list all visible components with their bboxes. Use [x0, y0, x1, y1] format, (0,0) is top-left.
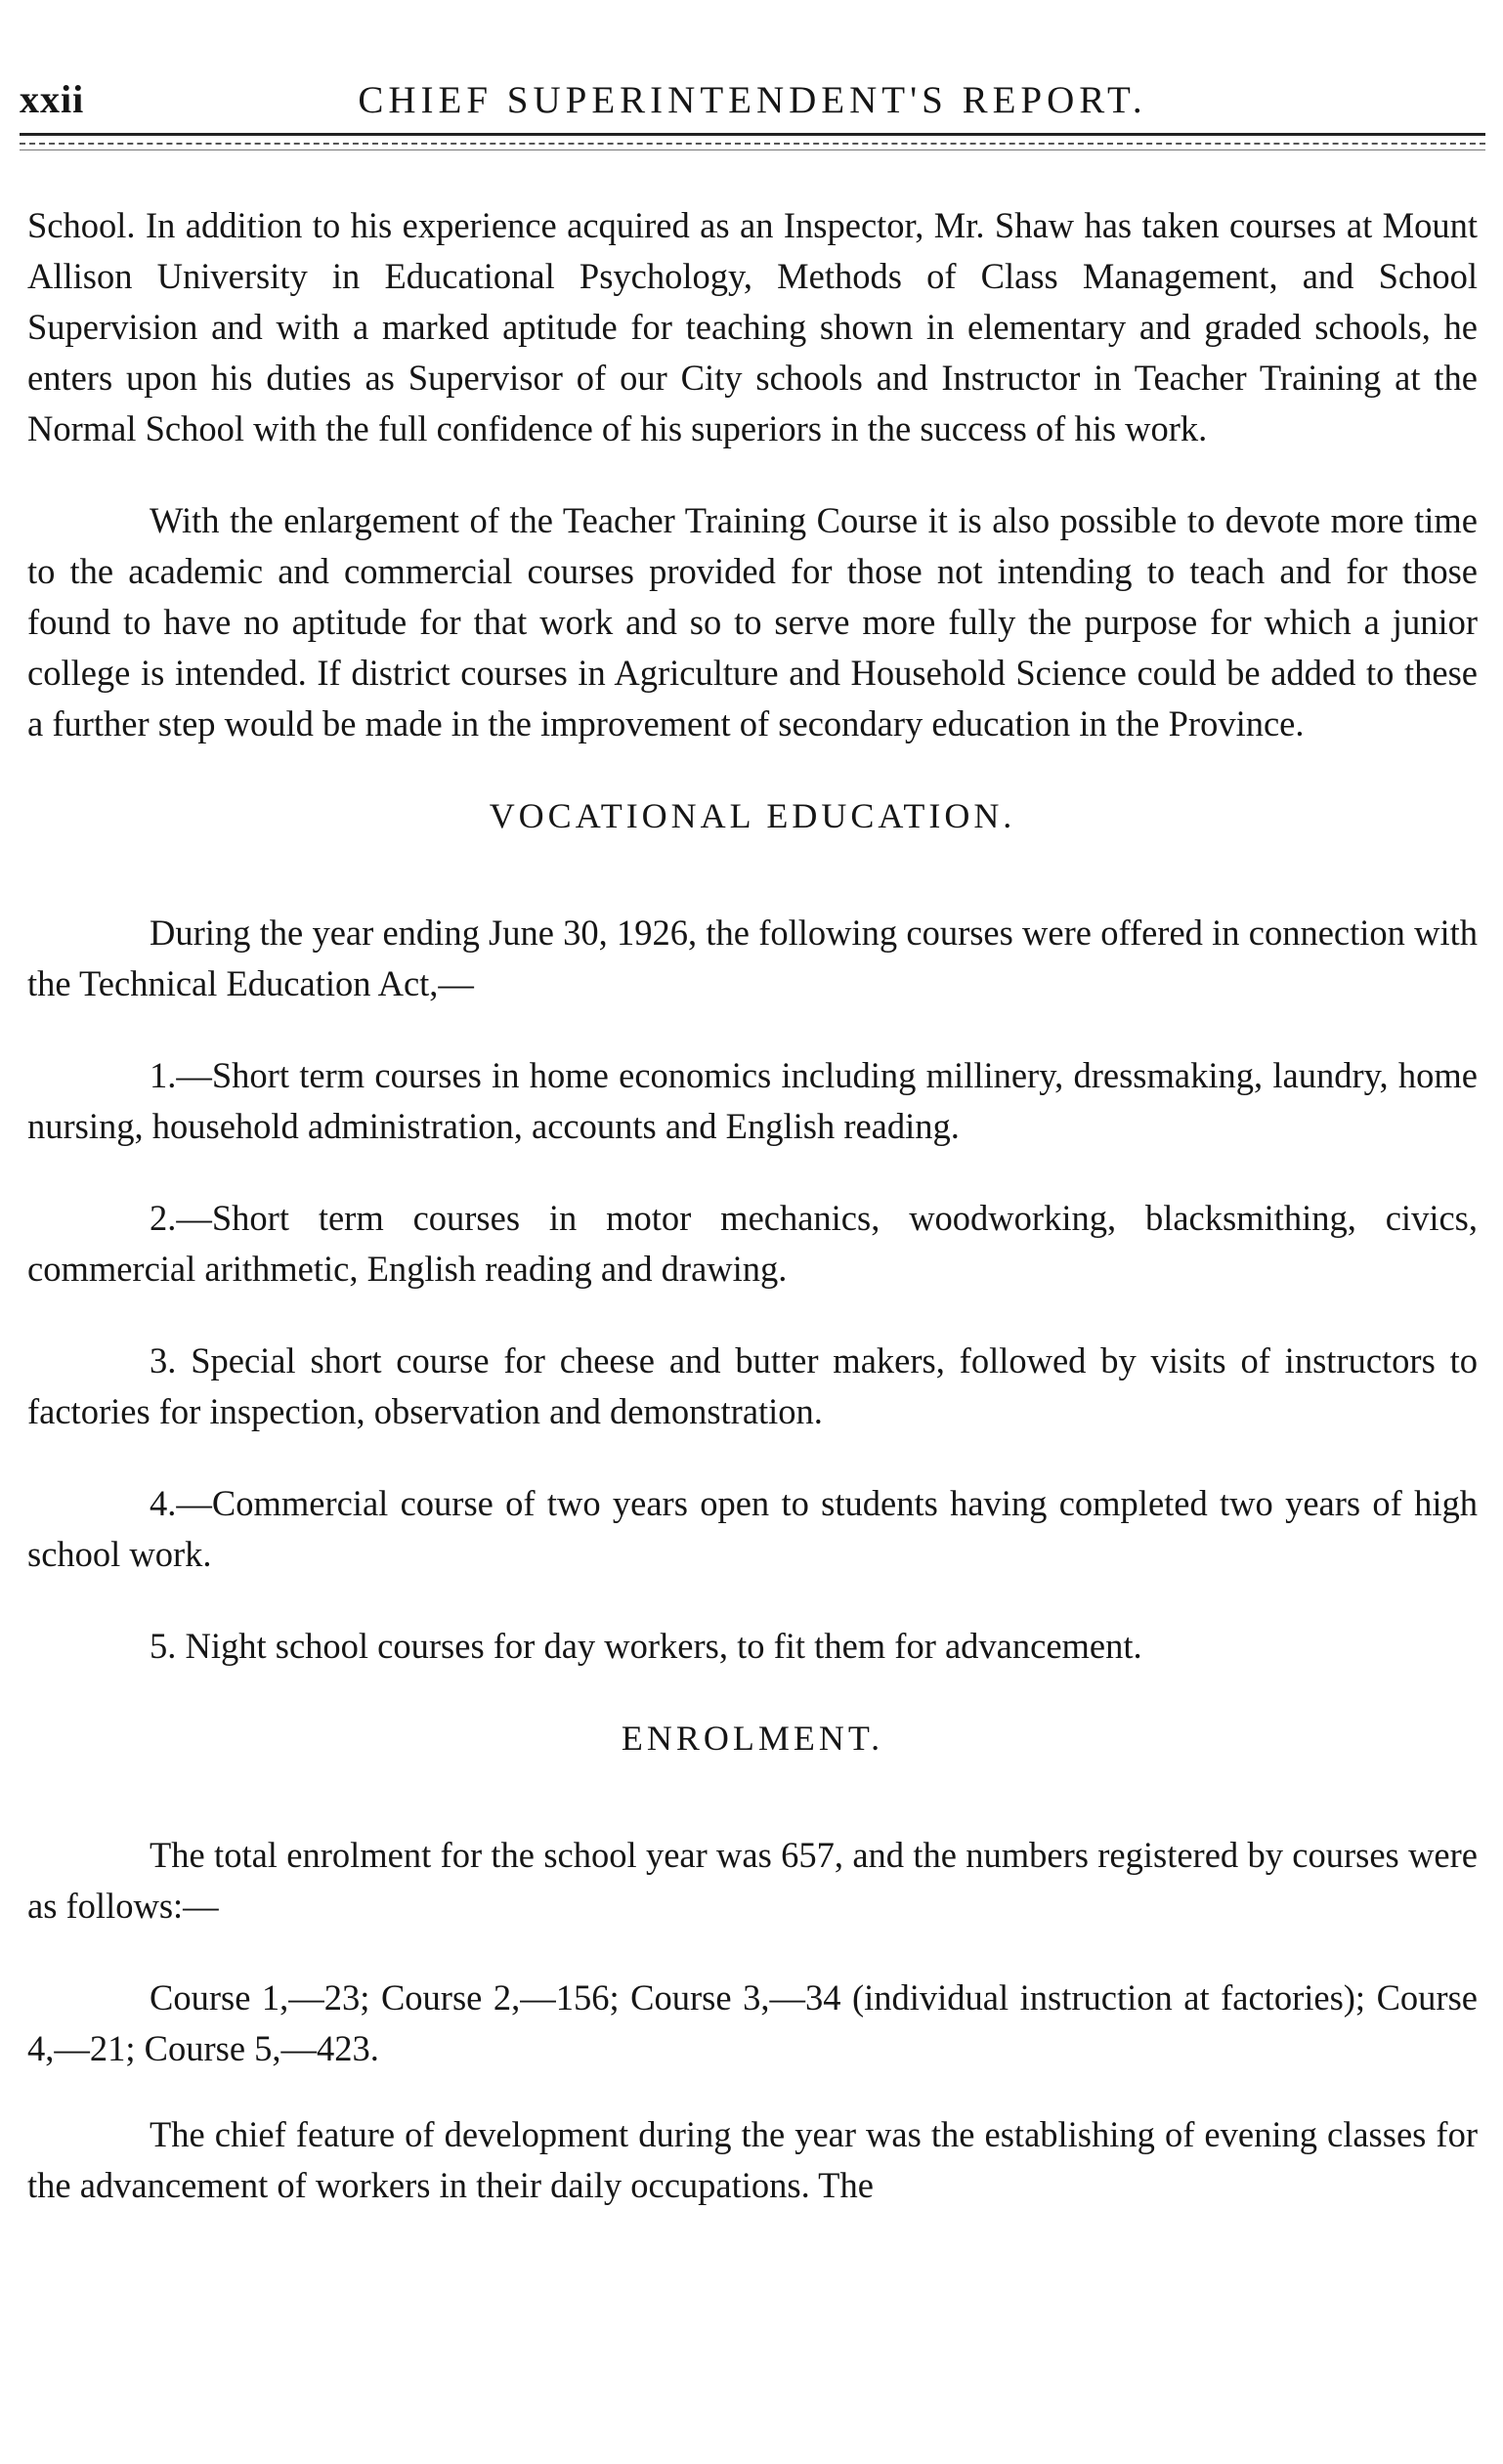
header-rule: [20, 133, 1485, 136]
body-text: [27, 200, 1478, 2211]
paragraph: With the enlargement of the Teacher Training Course it is also possible to devote more time to the academic and commercial courses provided for those not intending to teach and for those found to have no aptitude for that work and so to serve more fully the purpose for which a junior college is intended. If district courses in Agriculture and Household Science could be added to these a further step would be made in the improvement of secondary education in the Province.: [27, 500, 1478, 743]
running-title: CHIEF SUPERINTENDENT'S REPORT.: [358, 79, 1147, 121]
list-item: 3. Special short course for cheese and butter makers, followed by visits of instructors to factories for inspection, observation and demonstration.: [27, 1340, 1478, 1431]
section-heading: ENROLMENT.: [621, 1719, 884, 1758]
list-item: 4.—Commercial course of two years open to students having completed two years of high school work.: [27, 1483, 1478, 1574]
section-heading: VOCATIONAL EDUCATION.: [489, 796, 1016, 835]
paragraph: The chief feature of development during the year was the establishing of evening classes for the advancement of workers in their daily occupations. The: [27, 2114, 1478, 2205]
header-rule: [20, 143, 1485, 145]
page-header: [20, 76, 1485, 135]
list-item: 2.—Short term courses in motor mechanics, woodworking, blacksmithing, civics, commercial arithmetic, English reading and drawing.: [27, 1198, 1478, 1289]
paragraph: During the year ending June 30, 1926, the following courses were offered in connection with the Technical Education Act,—: [27, 913, 1478, 1003]
paragraph: The total enrolment for the school year was 657, and the numbers registered by courses were as follows:—: [27, 1835, 1478, 1926]
header-rule: [20, 149, 1485, 150]
page-number: xxii: [20, 77, 85, 121]
paragraph: Course 1,—23; Course 2,—156; Course 3,—34 (individual instruction at factories); Course 4,—21; Course 5,—423.: [27, 1977, 1478, 2068]
paragraph: School. In addition to his experience acquired as an Inspector, Mr. Shaw has taken courses at Mount Allison University in Educational Psychology, Methods of Class Management, and School Supervision and with a marked aptitude for teaching shown in elementary and graded schools, he enters upon his duties as Supervisor of our City schools and Instructor in Teacher Training at the Normal School with the full confidence of his superiors in the success of his work.: [27, 205, 1478, 448]
list-item: 5. Night school courses for day workers, to fit them for advancement.: [150, 1626, 1142, 1666]
list-item: 1.—Short term courses in home economics including millinery, dressmaking, laundry, home nursing, household administration, accounts and English reading.: [27, 1055, 1478, 1146]
